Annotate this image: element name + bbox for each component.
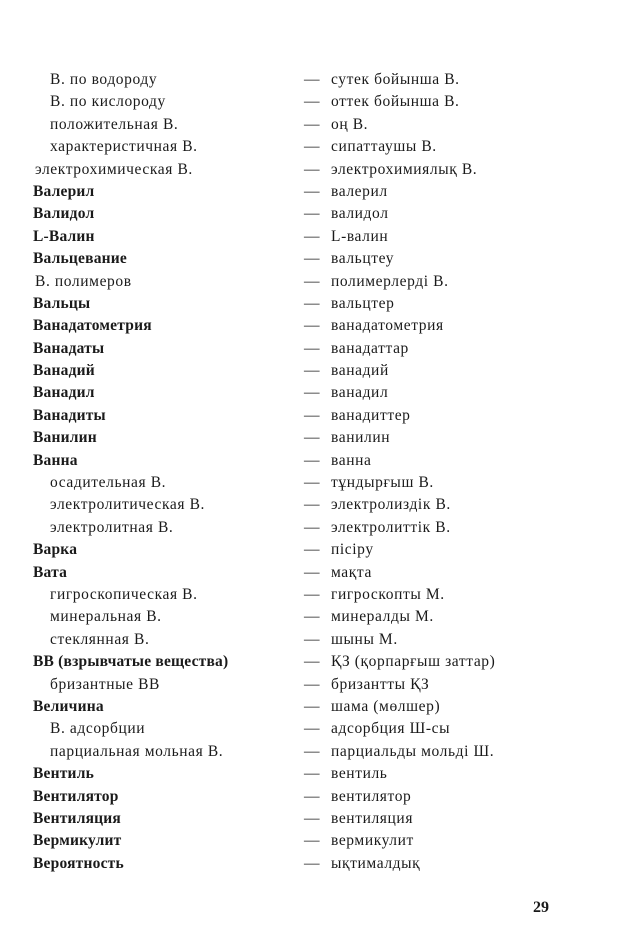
entry-dash: — bbox=[304, 384, 320, 402]
dictionary-entry bbox=[0, 539, 623, 561]
dictionary-entry bbox=[0, 562, 623, 584]
entry-term: Вентиляция bbox=[33, 809, 122, 827]
entry-term: характеристичная В. bbox=[50, 138, 198, 156]
entry-dash: — bbox=[304, 854, 320, 872]
entry-dash: — bbox=[304, 518, 320, 536]
dictionary-entry bbox=[0, 786, 623, 808]
entry-term: В. по водороду bbox=[50, 71, 158, 88]
entry-term: Ванадий bbox=[33, 362, 95, 380]
entry-term: Вероятность bbox=[33, 854, 124, 872]
entry-term: стеклянная В. bbox=[50, 630, 150, 648]
entry-term: Вальцы bbox=[33, 294, 91, 312]
entry-dash: — bbox=[304, 720, 320, 738]
dictionary-entry bbox=[0, 472, 623, 494]
dictionary-entry bbox=[0, 271, 623, 293]
dictionary-entry bbox=[0, 226, 623, 248]
dictionary-entry bbox=[0, 69, 623, 91]
dictionary-entry bbox=[0, 450, 623, 472]
entry-translation: шыны М. bbox=[331, 630, 398, 648]
entry-translation: ванадатометрия bbox=[331, 317, 444, 335]
entry-translation: парциальды мольдi Ш. bbox=[331, 742, 495, 760]
dictionary-entry bbox=[0, 338, 623, 360]
entry-term: Ванилин bbox=[33, 429, 97, 447]
entry-term: Вермикулит bbox=[33, 832, 122, 850]
entry-dash: — bbox=[304, 608, 320, 626]
entry-dash: — bbox=[304, 182, 320, 200]
entry-term: электрохимическая В. bbox=[35, 160, 193, 178]
dictionary-entry bbox=[0, 315, 623, 337]
dictionary-entry bbox=[0, 651, 623, 673]
entry-translation: ванадиттер bbox=[331, 406, 411, 424]
entry-dash: — bbox=[304, 227, 320, 245]
dictionary-entry bbox=[0, 763, 623, 785]
dictionary-entry bbox=[0, 517, 623, 539]
dictionary-entry bbox=[0, 293, 623, 315]
entry-translation: ванадаттар bbox=[331, 339, 409, 357]
entry-dash: — bbox=[304, 160, 320, 178]
entry-translation: ванилин bbox=[331, 429, 391, 447]
entry-translation: пiсiру bbox=[331, 541, 374, 559]
entry-dash: — bbox=[304, 832, 320, 850]
dictionary-entry bbox=[0, 808, 623, 830]
dictionary-entry bbox=[0, 427, 623, 449]
dictionary-entry bbox=[0, 114, 623, 136]
dictionary-entry bbox=[0, 674, 623, 696]
dictionary-entry bbox=[0, 159, 623, 181]
entry-dash: — bbox=[304, 93, 320, 111]
entry-translation: мақта bbox=[331, 563, 372, 581]
entry-translation: гигроскопты М. bbox=[331, 585, 445, 603]
entry-term: Вентиль bbox=[33, 765, 94, 783]
entry-translation: вентиляция bbox=[331, 809, 414, 827]
dictionary-entry bbox=[0, 360, 623, 382]
entry-translation: оң В. bbox=[331, 115, 369, 133]
entry-translation: вентилятор bbox=[331, 787, 412, 805]
entry-translation: вентиль bbox=[331, 765, 388, 783]
dictionary-entry bbox=[0, 203, 623, 225]
entry-dash: — bbox=[304, 250, 320, 268]
entry-dash: — bbox=[304, 675, 320, 693]
dictionary-entry bbox=[0, 584, 623, 606]
entry-list bbox=[0, 69, 623, 875]
entry-term: ВВ (взрывчатые вещества) bbox=[33, 653, 229, 671]
dictionary-entry bbox=[0, 629, 623, 651]
entry-dash: — bbox=[304, 474, 320, 492]
dictionary-entry bbox=[0, 136, 623, 158]
entry-translation: электролиттiк В. bbox=[331, 518, 451, 536]
entry-translation: вермикулит bbox=[331, 832, 414, 850]
entry-dash: — bbox=[304, 205, 320, 223]
entry-translation: сипаттаушы В. bbox=[331, 138, 437, 156]
entry-translation: бризантты ҚЗ bbox=[331, 675, 430, 693]
entry-term: В. по кислороду bbox=[50, 93, 166, 111]
entry-term: Величина bbox=[33, 697, 104, 715]
entry-translation: ванна bbox=[331, 451, 372, 469]
entry-translation: ванадил bbox=[331, 384, 389, 402]
entry-dash: — bbox=[304, 765, 320, 783]
entry-term: электролитная В. bbox=[50, 518, 174, 536]
entry-translation: электролиздiк В. bbox=[331, 496, 451, 514]
entry-translation: минералды М. bbox=[331, 608, 434, 626]
entry-term: осадительная В. bbox=[50, 474, 167, 492]
entry-translation: адсорбция Ш-сы bbox=[331, 720, 451, 738]
entry-term: Вата bbox=[33, 563, 68, 581]
entry-term: Варка bbox=[33, 541, 78, 559]
entry-dash: — bbox=[304, 406, 320, 424]
entry-translation: валидол bbox=[331, 205, 389, 223]
entry-term: положительная В. bbox=[50, 115, 179, 133]
entry-dash: — bbox=[304, 317, 320, 335]
entry-dash: — bbox=[304, 809, 320, 827]
entry-translation: ҚЗ (қорпарғыш заттар) bbox=[331, 653, 496, 671]
entry-dash: — bbox=[304, 362, 320, 380]
entry-dash: — bbox=[304, 138, 320, 156]
entry-translation: вальцтер bbox=[331, 294, 395, 312]
entry-translation: вальцтеу bbox=[331, 250, 395, 268]
dictionary-entry bbox=[0, 494, 623, 516]
entry-term: Валидол bbox=[33, 205, 95, 223]
dictionary-entry bbox=[0, 741, 623, 763]
entry-translation: полимерлердi В. bbox=[331, 272, 449, 290]
entry-translation: сутек бойынша В. bbox=[331, 71, 460, 88]
entry-dash: — bbox=[304, 429, 320, 447]
entry-translation: L-валин bbox=[331, 227, 389, 245]
entry-term: В. адсорбции bbox=[50, 720, 146, 738]
entry-term: Ванна bbox=[33, 451, 78, 469]
dictionary-entry bbox=[0, 181, 623, 203]
entry-dash: — bbox=[304, 339, 320, 357]
entry-term: бризантные ВВ bbox=[50, 675, 160, 693]
entry-dash: — bbox=[304, 630, 320, 648]
entry-term: Ванадаты bbox=[33, 339, 105, 357]
entry-dash: — bbox=[304, 787, 320, 805]
dictionary-entry bbox=[0, 248, 623, 270]
dictionary-entry bbox=[0, 91, 623, 113]
entry-translation: электрохимиялық В. bbox=[331, 160, 478, 178]
dictionary-entry bbox=[0, 718, 623, 740]
entry-translation: тұндырғыш В. bbox=[331, 474, 434, 492]
entry-term: минеральная В. bbox=[50, 608, 162, 626]
entry-dash: — bbox=[304, 653, 320, 671]
entry-term: Ванадил bbox=[33, 384, 95, 402]
entry-term: Вентилятор bbox=[33, 787, 119, 805]
entry-term: гигроскопическая В. bbox=[50, 585, 198, 603]
dictionary-entry bbox=[0, 382, 623, 404]
entry-translation: ванадий bbox=[331, 362, 389, 380]
entry-dash: — bbox=[304, 742, 320, 760]
entry-term: Ванадатометрия bbox=[33, 317, 152, 335]
entry-dash: — bbox=[304, 585, 320, 603]
entry-term: парциальная мольная В. bbox=[50, 742, 224, 760]
dictionary-entry bbox=[0, 830, 623, 852]
entry-dash: — bbox=[304, 563, 320, 581]
entry-dash: — bbox=[304, 541, 320, 559]
entry-term: В. полимеров bbox=[35, 272, 132, 290]
entry-dash: — bbox=[304, 697, 320, 715]
entry-term: Ванадиты bbox=[33, 406, 106, 424]
entry-translation: оттек бойынша В. bbox=[331, 93, 460, 111]
entry-dash: — bbox=[304, 115, 320, 133]
dictionary-entry bbox=[0, 606, 623, 628]
dictionary-entry bbox=[0, 405, 623, 427]
entry-translation: валерил bbox=[331, 182, 388, 200]
entry-translation: шама (мөлшер) bbox=[331, 697, 441, 715]
entry-term: Вальцевание bbox=[33, 250, 127, 268]
entry-term: L-Валин bbox=[33, 227, 95, 245]
entry-dash: — bbox=[304, 71, 320, 88]
entry-dash: — bbox=[304, 451, 320, 469]
page-number: 29 bbox=[533, 899, 549, 916]
entry-term: электролитическая В. bbox=[50, 496, 206, 514]
dictionary-entry bbox=[0, 853, 623, 875]
entry-term: Валерил bbox=[33, 182, 95, 200]
entry-translation: ықтималдық bbox=[331, 854, 421, 872]
entry-dash: — bbox=[304, 496, 320, 514]
entry-dash: — bbox=[304, 294, 320, 312]
entry-dash: — bbox=[304, 272, 320, 290]
dictionary-entry bbox=[0, 696, 623, 718]
